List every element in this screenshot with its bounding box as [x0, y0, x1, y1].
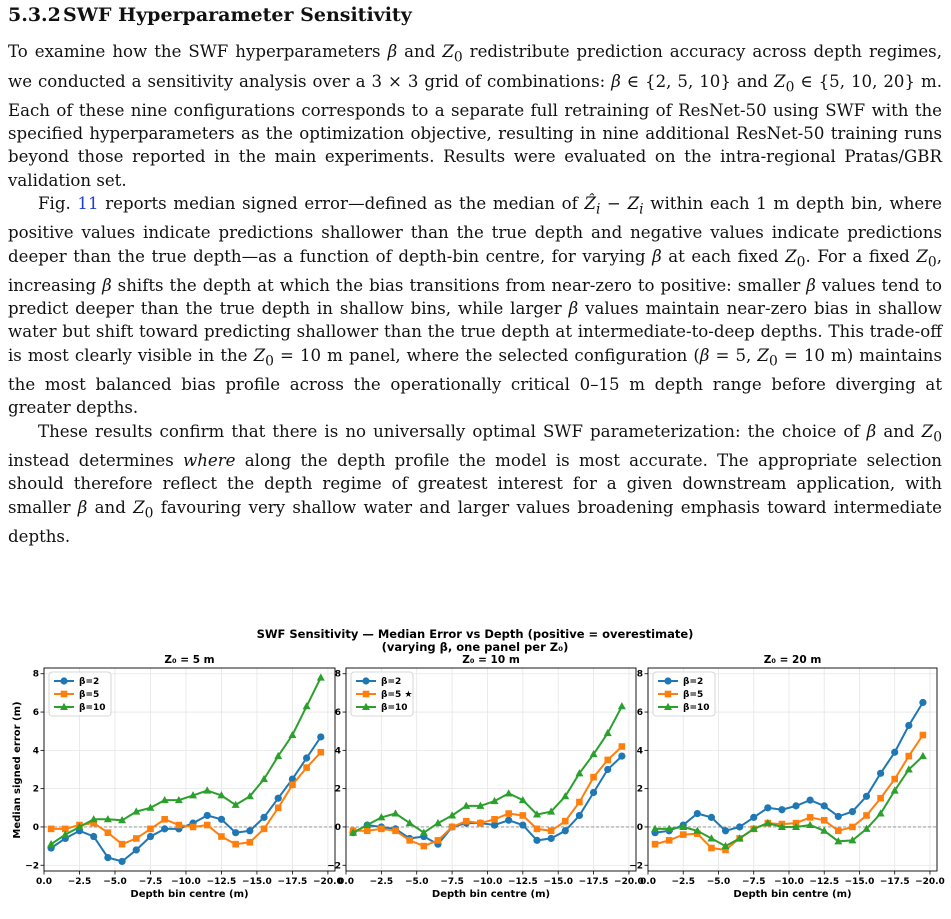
panel-title: Z₀ = 5 m [164, 654, 215, 666]
legend [653, 672, 715, 716]
data-point [289, 782, 296, 789]
data-point [708, 814, 715, 821]
data-point [849, 824, 856, 831]
y-tick-label: 4 [636, 746, 643, 757]
data-point [303, 754, 310, 761]
legend-label: β=5 [79, 690, 100, 700]
data-point [48, 826, 55, 833]
data-point [863, 812, 870, 819]
data-point [317, 673, 325, 680]
data-point [303, 702, 311, 709]
data-point [919, 699, 926, 706]
legend-label: β=2 [79, 677, 100, 687]
y-tick-label: 2 [32, 784, 39, 795]
x-tick-label: −17.5 [879, 877, 910, 887]
data-point [618, 702, 626, 709]
legend-swatch-marker [60, 677, 67, 684]
data-point [392, 809, 400, 816]
chart-panel [629, 654, 945, 900]
data-point [906, 753, 913, 760]
legend-swatch-marker [664, 677, 671, 684]
data-point [505, 810, 512, 817]
data-point [505, 789, 513, 796]
y-axis-label: Median signed error (m) [12, 701, 23, 839]
y-tick-label: 4 [334, 746, 341, 757]
data-point [364, 827, 371, 834]
data-point [877, 795, 884, 802]
data-point [105, 829, 112, 836]
y-tick-label: 6 [636, 708, 643, 719]
legend [49, 672, 111, 716]
paragraph: These results confirm that there is no universally optimal SWF parameterization: the choice of β and $Z_0$ instead determines where along the depth profile the model is most accurate. The appropriate selection should therefore reflect the depth regime of greatest interest for a given downstream application, with smaller β and $Z_0$ favouring very shallow water and larger values broadening emphasis toward intermediate depths. [8, 421, 942, 547]
y-tick-label: 8 [32, 669, 39, 680]
data-point [722, 827, 729, 834]
data-point [161, 816, 168, 823]
legend-swatch-marker [362, 677, 369, 684]
legend-label: β=10 [683, 703, 710, 713]
x-tick-label: −2.5 [67, 877, 92, 887]
x-tick-label: −12.5 [507, 877, 538, 887]
data-point [246, 827, 253, 834]
x-tick-label: −7.5 [741, 877, 766, 887]
legend-swatch-marker [665, 691, 672, 698]
data-point [47, 840, 55, 847]
y-tick-label: 6 [334, 708, 341, 719]
data-point [652, 841, 659, 848]
data-point [118, 858, 125, 865]
x-tick-label: −20.0 [915, 877, 945, 887]
data-point [133, 835, 140, 842]
data-point [562, 827, 569, 834]
data-point [463, 818, 470, 825]
data-point [147, 826, 154, 833]
x-tick-label: 0.0 [640, 877, 656, 887]
data-point [448, 811, 456, 818]
x-tick-label: −2.5 [369, 877, 394, 887]
data-point [736, 823, 743, 830]
data-point [406, 837, 413, 844]
y-tick-label: 2 [636, 784, 643, 795]
y-tick-label: −2 [25, 861, 39, 872]
body-text [8, 40, 942, 548]
figure-suptitle-line1: SWF Sensitivity — Median Error vs Depth (positive = overestimate) [256, 627, 694, 641]
data-point [604, 757, 611, 764]
x-tick-label: −20.0 [614, 877, 644, 887]
data-point [477, 820, 484, 827]
legend-label: β=2 [683, 677, 704, 687]
x-axis-label: Depth bin centre (m) [431, 889, 551, 900]
data-point [449, 824, 456, 831]
data-point [835, 813, 842, 820]
x-tick-label: −7.5 [440, 877, 464, 887]
legend-label: β=2 [381, 677, 402, 687]
data-point [318, 749, 325, 756]
data-point [491, 816, 498, 823]
data-point [247, 839, 254, 846]
data-point [519, 821, 526, 828]
data-point [618, 752, 625, 759]
x-tick-label: −10.0 [171, 877, 201, 887]
data-point [204, 822, 211, 829]
x-tick-label: −12.5 [809, 877, 840, 887]
data-point [792, 802, 799, 809]
x-tick-label: −5.0 [706, 877, 731, 887]
panel-title: Z₀ = 20 m [763, 654, 822, 666]
x-tick-label: −10.0 [472, 877, 503, 887]
data-point [421, 843, 428, 850]
data-point [303, 764, 310, 771]
legend-label: β=10 [381, 703, 408, 713]
x-tick-label: −10.0 [774, 877, 804, 887]
y-tick-label: 2 [334, 784, 341, 795]
data-point [261, 826, 268, 833]
data-point [90, 833, 97, 840]
y-tick-label: 8 [334, 669, 341, 680]
data-point [533, 837, 540, 844]
data-point [435, 837, 442, 844]
x-axis-label: Depth bin centre (m) [130, 889, 249, 900]
data-point [576, 812, 583, 819]
legend-label: β=10 [79, 703, 106, 713]
data-point [764, 804, 771, 811]
x-tick-label: −2.5 [671, 877, 695, 887]
data-point [905, 722, 912, 729]
y-tick-label: 4 [32, 746, 39, 757]
figure-suptitle-line2: (varying β, one panel per Z₀) [381, 640, 569, 654]
data-point [807, 797, 814, 804]
panel-title: Z₀ = 10 m [462, 654, 520, 666]
x-tick-label: −7.5 [138, 877, 163, 887]
data-point [119, 841, 126, 848]
data-point [161, 825, 168, 832]
x-tick-label: −20.0 [313, 877, 343, 887]
data-point [190, 824, 197, 831]
data-point [288, 731, 296, 738]
x-tick-label: −17.5 [578, 877, 609, 887]
y-tick-label: 6 [32, 708, 39, 719]
y-tick-label: −2 [327, 861, 341, 872]
data-point [863, 793, 870, 800]
legend-swatch-marker [61, 691, 68, 698]
data-point [708, 845, 715, 852]
legend-label: β=5 ★ [381, 690, 413, 700]
data-point [666, 837, 673, 844]
data-point [218, 816, 225, 823]
data-point [835, 827, 842, 834]
x-tick-label: −17.5 [277, 877, 308, 887]
data-point [590, 789, 597, 796]
data-point [218, 833, 225, 840]
data-point [548, 827, 555, 834]
data-point [392, 827, 399, 834]
data-point [260, 814, 267, 821]
data-point [317, 733, 324, 740]
data-point [778, 806, 785, 813]
x-tick-label: −12.5 [206, 877, 237, 887]
y-tick-label: 0 [636, 822, 643, 833]
x-tick-label: 0.0 [36, 877, 52, 887]
data-point [920, 732, 927, 739]
y-tick-label: 0 [32, 822, 39, 833]
figure-11 [0, 622, 951, 918]
y-tick-label: 0 [334, 822, 341, 833]
x-tick-label: −15.0 [242, 877, 272, 887]
data-point [919, 752, 927, 759]
data-point [534, 826, 541, 833]
data-point [680, 831, 687, 838]
section-title: SWF Hyperparameter Sensitivity [63, 4, 412, 26]
data-point [548, 835, 555, 842]
paragraph: To examine how the SWF hyperparameters β and $Z_0$ redistribute prediction accuracy across depth regimes, we conducted a sensitivity analysis over a 3 × 3 grid of combinations: β ∈ {2, 5, 10} and $Z_0$ ∈ {5, 10, 20} m. Each of these nine configurations corresponds to a separate full retraining of ResNet-50 using SWF with the specified hyperparameters as the optimization objective, resulting in nine additional ResNet-50 training runs beyond those reported in the main experiments. Results were evaluated on the intra-regional Pratas/GBR validation set. [8, 42, 942, 190]
data-point [133, 846, 140, 853]
data-point [505, 817, 512, 824]
data-point [750, 814, 757, 821]
data-point [891, 749, 898, 756]
y-tick-label: 8 [636, 669, 643, 680]
data-point [520, 812, 527, 819]
data-point [232, 829, 239, 836]
data-point [604, 729, 612, 736]
y-tick-label: −2 [629, 861, 643, 872]
x-tick-label: −5.0 [103, 877, 127, 887]
data-point [378, 826, 385, 833]
data-point [176, 822, 183, 829]
data-point [104, 854, 111, 861]
data-point [891, 776, 898, 783]
x-tick-label: −15.0 [844, 877, 875, 887]
data-point [604, 766, 611, 773]
x-tick-label: 0.0 [338, 877, 354, 887]
data-point [203, 786, 211, 793]
data-point [619, 743, 626, 750]
data-point [821, 817, 828, 824]
x-tick-label: −15.0 [543, 877, 574, 887]
data-point [877, 770, 884, 777]
paragraph: Fig. 11 reports median signed error—defined as the median of Ẑ$_i$ − $Z_i$ within each 1 m depth bin, where positive values indicate predictions shallower than the true depth and negative values indicate predictions deeper than the true depth—as a function of depth-bin centre, for varying β at each fixed $Z_0$. For a fixed $Z_0$, increasing β shifts the depth at which the bias transitions from near-zero to positive: smaller β values tend to predict deeper than the true depth in shallow bins, while larger β values maintain near-zero bias in shallow water but shift toward predicting shallower than the true depth at intermediate-to-deep depths. This trade-off is most clearly visible in the $Z_0 = 10$ m panel, where the selected configuration (β = 5, $Z_0 = 10$ m) maintains the most balanced bias profile across the operationally critical 0–15 m depth range before diverging at greater depths. [8, 193, 943, 418]
section-number: 5.3.2 [8, 4, 61, 26]
x-tick-label: −5.0 [404, 877, 429, 887]
data-point [821, 802, 828, 809]
legend [351, 672, 413, 716]
section-heading [8, 4, 412, 26]
data-point [275, 805, 282, 812]
data-point [562, 818, 569, 825]
chart-panel [25, 654, 343, 900]
data-point [147, 833, 154, 840]
chart-panel [327, 654, 644, 900]
data-point [849, 808, 856, 815]
x-axis-label: Depth bin centre (m) [733, 889, 852, 900]
data-point [275, 795, 282, 802]
data-point [576, 799, 583, 806]
data-point [590, 774, 597, 781]
data-point [807, 814, 814, 821]
legend-swatch-marker [363, 691, 370, 698]
data-point [232, 841, 239, 848]
data-point [420, 828, 428, 835]
data-point [694, 810, 701, 817]
legend-label: β=5 [683, 690, 704, 700]
data-point [204, 812, 211, 819]
